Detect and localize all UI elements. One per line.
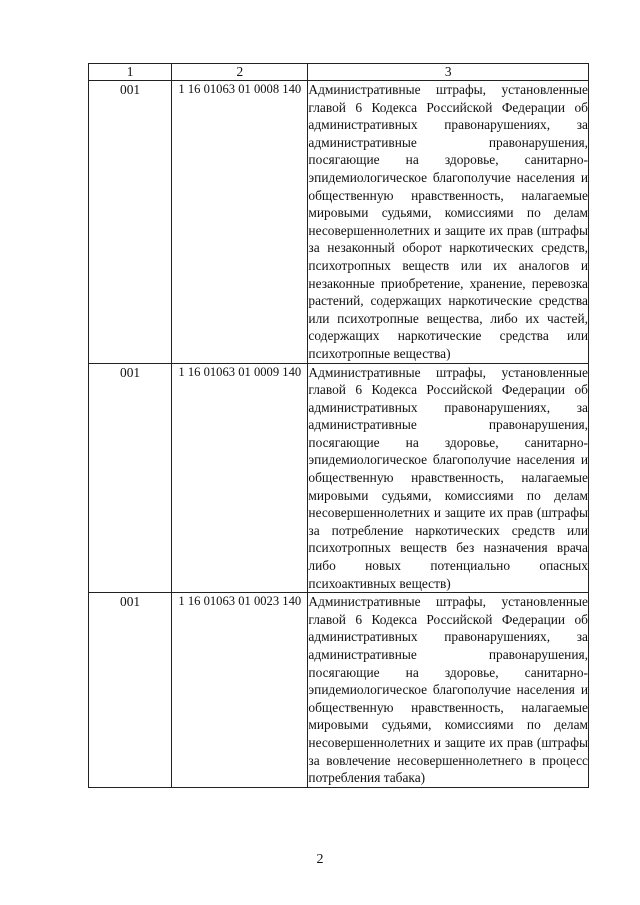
table-row bbox=[89, 81, 589, 364]
admin-code-cell: 001 bbox=[89, 363, 172, 593]
table-header-row bbox=[89, 64, 589, 81]
column-header-1: 1 bbox=[89, 64, 172, 81]
table-row bbox=[89, 363, 589, 593]
description-cell: Административные штрафы, установленные главой 6 Кодекса Российской Федерации об административных правонарушениях, за административные правонарушения, посягающие на здоровье, санитарно-эпидемиологическое благополучие населения и общественную нравственность, налагаемые мировыми судьями, комиссиями по делам несовершеннолетних и защите их прав (штрафы за вовлечение несовершеннолетнего в процесс потребления табака) bbox=[308, 593, 589, 788]
description-cell: Административные штрафы, установленные главой 6 Кодекса Российской Федерации об административных правонарушениях, за административные правонарушения, посягающие на здоровье, санитарно-эпидемиологическое благополучие населения и общественную нравственность, налагаемые мировыми судьями, комиссиями по делам несовершеннолетних и защите их прав (штрафы за незаконный оборот наркотических средств, психотропных веществ или их аналогов и незаконные приобретение, хранение, перевозка растений, содержащих наркотические средства или психотропные вещества, либо их частей, содержащих наркотические средства или психотропные вещества) bbox=[308, 81, 589, 364]
table-row bbox=[89, 593, 589, 788]
kbk-code-cell: 1 16 01063 01 0008 140 bbox=[172, 81, 308, 364]
fines-table bbox=[88, 63, 589, 788]
column-header-2: 2 bbox=[172, 64, 308, 81]
description-cell: Административные штрафы, установленные главой 6 Кодекса Российской Федерации об административных правонарушениях, за административные правонарушения, посягающие на здоровье, санитарно-эпидемиологическое благополучие населения и общественную нравственность, налагаемые мировыми судьями, комиссиями по делам несовершеннолетних и защите их прав (штрафы за потребление наркотических средств или психотропных веществ без назначения врача либо новых потенциально опасных психоактивных веществ) bbox=[308, 363, 589, 593]
kbk-code-cell: 1 16 01063 01 0023 140 bbox=[172, 593, 308, 788]
column-header-3: 3 bbox=[308, 64, 589, 81]
kbk-code-cell: 1 16 01063 01 0009 140 bbox=[172, 363, 308, 593]
admin-code-cell: 001 bbox=[89, 593, 172, 788]
admin-code-cell: 001 bbox=[89, 81, 172, 364]
page-number: 2 bbox=[316, 852, 324, 867]
